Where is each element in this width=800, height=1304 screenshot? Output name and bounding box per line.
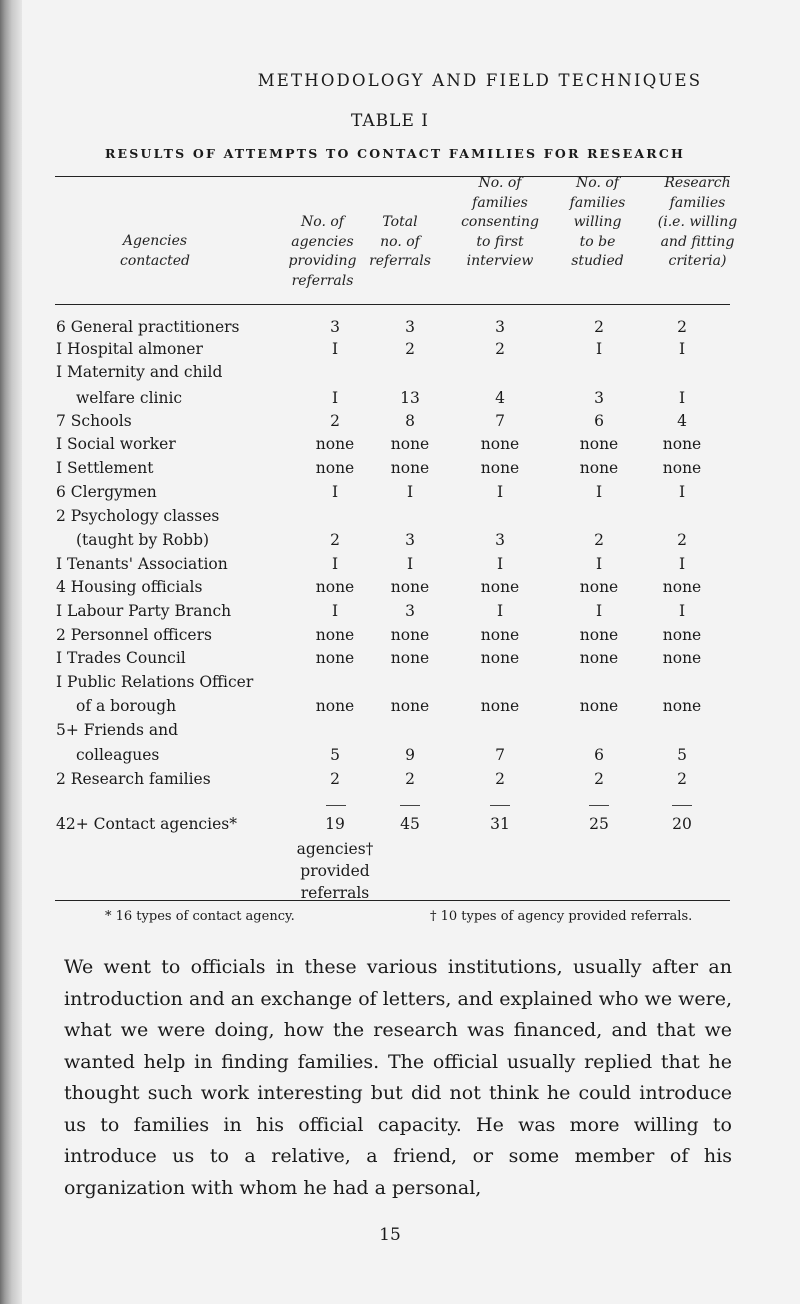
table-cell: 2	[495, 340, 505, 358]
body-paragraph: We went to officials in these various institutions, usually after an introduction and an exchange of letters, and explained who we were, what we were doing, how the research was financed, and that we wanted help in finding families. The official usually replied that he thought such work interesting but did not think he could introduce us to families in his official capacity. He was more willing to introduce us to a relative, a friend, or some member of his organization with whom he had a personal,	[64, 956, 732, 1199]
table-cell: 3	[405, 531, 415, 549]
table-cell: none	[390, 578, 430, 596]
column-header-line: willing	[573, 214, 622, 230]
column-header-line: to first	[476, 233, 524, 250]
table-cell: 31	[490, 815, 510, 833]
table-bottom-rule	[55, 900, 730, 901]
table-cell: none	[315, 649, 355, 667]
table-cell: 9	[405, 746, 415, 764]
total-dash	[490, 805, 510, 806]
table-cell: I	[678, 340, 686, 358]
total-dash	[672, 805, 692, 806]
column-header-line: no. of	[380, 233, 420, 250]
table-cell: 3	[405, 602, 415, 620]
table-cell: 2	[330, 412, 340, 430]
agency-name: 6 Clergymen	[56, 483, 157, 501]
table-cell: none	[390, 649, 430, 667]
total-dash	[589, 805, 609, 806]
column-header-line: families	[569, 194, 626, 211]
column-header-research	[645, 174, 750, 272]
table-cell: 2	[495, 770, 505, 788]
agency-name: I Trades Council	[56, 649, 186, 667]
table-cell: 2	[677, 770, 687, 788]
footnote: * 16 types of contact agency.	[105, 909, 295, 924]
column-header-line: agencies	[291, 233, 354, 250]
table-cell: 3	[405, 318, 415, 336]
table-caption: RESULTS OF ATTEMPTS TO CONTACT FAMILIES FOR RESEARCH	[104, 146, 686, 161]
column-header-line: and fitting	[660, 233, 735, 250]
column-header-line: No. of	[301, 214, 344, 230]
table-cell: none	[390, 435, 430, 453]
column-header-consenting	[440, 174, 560, 272]
table-cell: 2	[405, 340, 415, 358]
table-cell: 2	[594, 531, 604, 549]
table-cell: none	[662, 578, 702, 596]
table-cell: 2	[330, 531, 340, 549]
table-cell: I	[496, 483, 504, 501]
column-header-line: consenting	[461, 214, 539, 230]
table-cell: 45	[400, 815, 420, 833]
table-cell: 3	[495, 318, 505, 336]
table-cell: none	[662, 649, 702, 667]
total-dash	[400, 805, 420, 806]
total-note-row	[0, 816, 800, 911]
table-cell: I	[496, 555, 504, 573]
table-cell: 2	[405, 770, 415, 788]
table-cell: 3	[495, 531, 505, 549]
agency-name: I Hospital almoner	[56, 340, 203, 358]
agency-name: 6 General practitioners	[56, 318, 240, 336]
table-cell: none	[390, 626, 430, 644]
table-cell: 25	[589, 815, 609, 833]
table-cell: I	[406, 555, 414, 573]
table-cell: 19	[325, 815, 345, 833]
agency-name: 4 Housing officials	[56, 578, 203, 596]
footnote: † 10 types of agency provided referrals.	[430, 909, 693, 924]
table-cell: 6	[594, 412, 604, 430]
table-cell: none	[390, 459, 430, 477]
agency-name: 5+ Friends and	[56, 721, 179, 739]
table-cell: 3	[330, 318, 340, 336]
column-header-line: contacted	[120, 252, 190, 269]
table-cell: 4	[677, 412, 687, 430]
table-cell: 20	[672, 815, 692, 833]
total-note-line: agencies†	[296, 840, 374, 858]
agency-name: 2 Personnel officers	[56, 626, 212, 644]
table-cell: none	[579, 649, 619, 667]
column-header-line: providing	[288, 253, 357, 269]
table-cell: I	[331, 483, 339, 501]
table-cell: none	[315, 626, 355, 644]
table-cell: I	[331, 555, 339, 573]
total-note-line: referrals	[300, 884, 370, 902]
column-header-line: No. of	[576, 175, 619, 191]
agency-name: of a borough	[76, 697, 177, 715]
agency-name: I Tenants' Association	[56, 555, 228, 573]
table-cell: 2	[594, 770, 604, 788]
table-cell: none	[579, 459, 619, 477]
agency-name: I Maternity and child	[56, 363, 223, 381]
table-cell: none	[480, 435, 520, 453]
total-note-line: provided	[300, 862, 370, 880]
table-cell: 5	[677, 746, 687, 764]
table-cell: none	[480, 626, 520, 644]
table-cell: 2	[330, 770, 340, 788]
column-header-line: Research	[664, 175, 731, 191]
agency-name: 7 Schools	[56, 412, 132, 430]
column-header-willing	[545, 174, 650, 272]
column-header-line: studied	[571, 253, 624, 269]
column-header-line: (i.e. willing	[657, 214, 738, 230]
table-cell: none	[480, 697, 520, 715]
agency-name: I Settlement	[56, 459, 154, 477]
table-cell: 2	[677, 531, 687, 549]
column-header-line: to be	[579, 233, 616, 250]
table-cell: 2	[677, 318, 687, 336]
table-cell: none	[390, 697, 430, 715]
table-cell: none	[579, 626, 619, 644]
total-note	[285, 816, 385, 904]
table-row	[0, 770, 800, 798]
table-cell: I	[406, 483, 414, 501]
table-cell: I	[595, 483, 603, 501]
table-cell: 3	[594, 389, 604, 407]
column-header-line: referrals	[369, 253, 431, 269]
column-header-line: referrals	[291, 272, 354, 289]
table-cell: I	[331, 340, 339, 358]
table-cell: none	[480, 649, 520, 667]
agency-name: 2 Psychology classes	[56, 507, 220, 525]
table-cell: I	[678, 389, 686, 407]
agency-name: 2 Research families	[56, 770, 211, 788]
table-cell: none	[662, 626, 702, 644]
running-header: METHODOLOGY AND FIELD TECHNIQUES	[257, 71, 703, 90]
table-cell: 5	[330, 746, 340, 764]
table-cell: none	[480, 578, 520, 596]
header-bottom-rule	[55, 304, 730, 305]
table-cell: none	[315, 459, 355, 477]
table-row	[0, 363, 800, 391]
table-cell: I	[678, 602, 686, 620]
agency-name: I Labour Party Branch	[56, 602, 232, 620]
table-cell: none	[579, 578, 619, 596]
table-cell: I	[331, 389, 339, 407]
table-cell: none	[315, 697, 355, 715]
page-number: 15	[379, 1225, 401, 1245]
table-row	[0, 721, 800, 749]
table-label: TABLE I	[351, 111, 429, 131]
table-cell: I	[496, 602, 504, 620]
table-cell: none	[315, 578, 355, 596]
agency-name: I Social worker	[56, 435, 176, 453]
column-header-total-referrals	[360, 213, 440, 272]
table-cell: none	[662, 435, 702, 453]
table-cell: 7	[495, 412, 505, 430]
agency-name: 42+ Contact agencies*	[56, 815, 237, 833]
column-header-line: interview	[466, 253, 534, 269]
agency-name: welfare clinic	[76, 389, 183, 407]
table-cell: 6	[594, 746, 604, 764]
table-cell: 2	[594, 318, 604, 336]
table-cell: none	[315, 435, 355, 453]
table-cell: I	[595, 602, 603, 620]
table-cell: I	[595, 340, 603, 358]
table-cell: 4	[495, 389, 505, 407]
total-dash	[326, 805, 346, 806]
table-cell: I	[678, 555, 686, 573]
table-cell: I	[595, 555, 603, 573]
table-cell: 7	[495, 746, 505, 764]
column-header-line: Agencies	[122, 233, 188, 249]
table-cell: none	[662, 459, 702, 477]
table-cell: none	[662, 697, 702, 715]
column-header-line: Total	[382, 214, 418, 230]
agency-name: colleagues	[76, 746, 160, 764]
table-cell: I	[678, 483, 686, 501]
table-cell: none	[579, 435, 619, 453]
table-cell: none	[480, 459, 520, 477]
column-header-line: No. of	[478, 175, 522, 191]
table-cell: none	[579, 697, 619, 715]
table-cell: 13	[400, 389, 420, 407]
column-header-line: criteria)	[668, 253, 727, 269]
table-cell: 8	[405, 412, 415, 430]
column-header-agencies	[95, 232, 215, 271]
agency-name: I Public Relations Officer	[56, 673, 254, 691]
column-header-line: families	[472, 194, 528, 211]
column-header-line: families	[669, 194, 726, 211]
agency-name: (taught by Robb)	[76, 531, 210, 549]
table-cell: I	[331, 602, 339, 620]
